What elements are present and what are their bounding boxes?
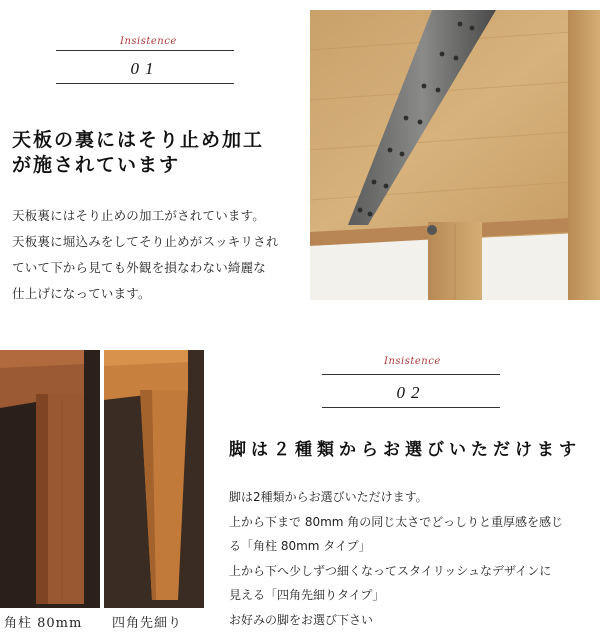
leg-square-photo — [0, 350, 100, 608]
section1-body-line-3: ていて下から見ても外観を損なわない綺麗な — [12, 260, 267, 275]
insistence-label-2: Insistence — [384, 356, 441, 367]
section1-heading-line-1: 天板の裏にはそり止め加工 — [12, 129, 265, 151]
section1-heading-line-2: が施されています — [12, 154, 181, 176]
section2-body-line-2: 上から下まで 80mm 角の同じ太さでどっしりと重厚感を感じ — [229, 514, 564, 529]
section2-heading: 脚は２種類からお選びいただけます — [229, 440, 581, 460]
right-leg — [568, 10, 600, 300]
caption-square-leg: 角柱 80mm — [4, 616, 83, 631]
section-number-2 — [322, 383, 500, 403]
divider-line-top-2 — [322, 374, 500, 375]
section-number-1-text: 01 — [130, 59, 160, 78]
underside-photo — [310, 10, 600, 300]
insistence-label-1: Insistence — [120, 36, 177, 47]
section2-body-line-6: お好みの脚をお選び下さい — [229, 612, 374, 627]
section1-body-line-2: 天板裏に堀込みをしてそり止めがスッキリされ — [12, 234, 279, 249]
divider-line-bottom-1 — [56, 83, 234, 84]
caption-tapered-leg: 四角先細り — [112, 616, 183, 631]
section-number-2-text: 02 — [396, 383, 426, 402]
section2-body-line-5: 見える「四角先細りタイプ」 — [229, 588, 385, 602]
section1-body-line-1: 天板裏にはそり止めの加工がされています。 — [12, 208, 266, 223]
section1-body-line-4: 仕上げになっています。 — [12, 286, 151, 301]
divider-line-top-1 — [56, 50, 234, 51]
leg-tapered-photo — [104, 350, 204, 608]
section-number-1 — [56, 59, 234, 79]
section2-body-line-1: 脚は2種類からお選びいただけます。 — [229, 490, 428, 504]
divider-line-bottom-2 — [322, 407, 500, 408]
section2-body — [229, 485, 563, 632]
section1-body — [12, 203, 279, 307]
section2-body-line-4: 上から下へ少しずつ細くなってスタイリッシュなデザインに — [229, 563, 552, 578]
section2-body-line-3: る「角柱 80mm タイプ」 — [229, 539, 371, 553]
section1-heading — [12, 128, 264, 178]
